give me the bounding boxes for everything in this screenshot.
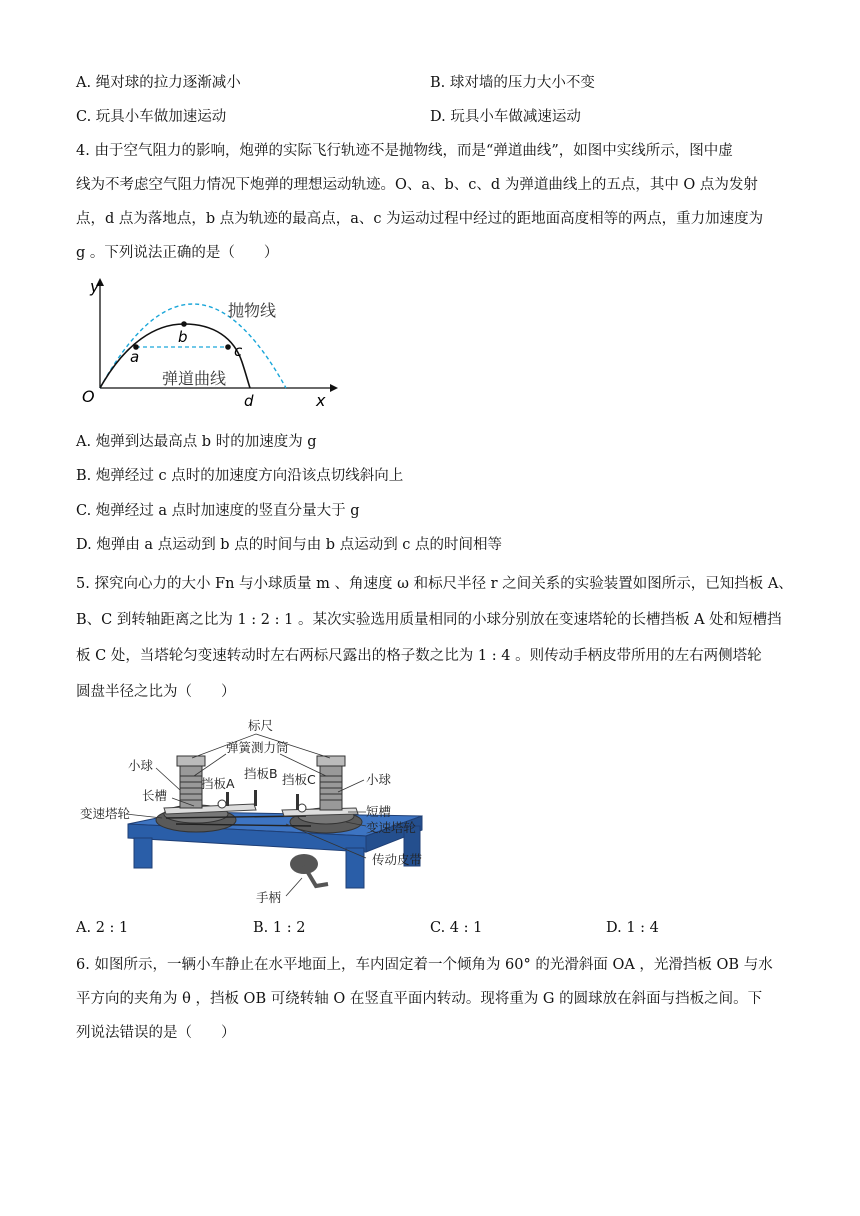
left-ball xyxy=(218,800,226,808)
point-c-dot xyxy=(225,344,231,350)
q5-option-a: A. 2 : 1 xyxy=(76,920,129,936)
q3-option-a: A. 绳对球的拉力逐渐减小 xyxy=(76,75,241,91)
q4-stem-line: g 。下列说法正确的是（ ） xyxy=(76,245,279,261)
label-long-slot: 长槽 xyxy=(142,788,168,803)
baffle-b-post xyxy=(254,790,257,806)
q4-option-d: D. 炮弹由 a 点运动到 b 点的时间与由 b 点运动到 c 点的时间相等 xyxy=(76,537,503,553)
q4-option-b: B. 炮弹经过 c 点时的加速度方向沿该点切线斜向上 xyxy=(76,468,404,484)
x-axis-arrow xyxy=(330,384,338,392)
right-ball xyxy=(298,804,306,812)
label-baffle-a: 挡板A xyxy=(201,776,235,791)
parabola-label: 抛物线 xyxy=(228,301,277,320)
label-spring: 弹簧测力筒 xyxy=(226,740,289,755)
point-b-dot xyxy=(181,321,187,327)
left-ruler-cap xyxy=(177,756,205,766)
q5-stem-line: 板 C 处，当塔轮匀变速转动时左右两标尺露出的格子数之比为 1 : 4 。则传动手柄皮带所用的左右两侧塔轮 xyxy=(76,648,762,664)
table-leg xyxy=(346,848,364,888)
point-d-label: d xyxy=(244,392,254,410)
ballistic-label: 弹道曲线 xyxy=(162,369,227,388)
label-baffle-c: 挡板C xyxy=(282,772,316,787)
origin-label: O xyxy=(82,387,95,406)
q4-option-c: C. 炮弹经过 a 点时加速度的竖直分量大于 g xyxy=(76,503,360,519)
baffle-a-post xyxy=(226,792,229,806)
point-c-label: c xyxy=(234,342,243,360)
label-short-slot: 短槽 xyxy=(366,804,392,819)
q4-stem-line: 点，d 点为落地点，b 点为轨迹的最高点，a、c 为运动过程中经过的距地面高度相等的两点，重力加速度为 xyxy=(76,211,764,227)
trajectory-figure xyxy=(76,272,346,412)
label-ruler: 标尺 xyxy=(248,718,274,733)
q4-stem-line: 4. 由于空气阻力的影响，炮弹的实际飞行轨迹不是抛物线，而是“弹道曲线”，如图中实线所示，图中虚 xyxy=(76,143,733,159)
point-b-label: b xyxy=(178,328,188,346)
baffle-c-post xyxy=(296,794,299,810)
label-handle: 手柄 xyxy=(256,890,282,905)
x-axis-label: x xyxy=(316,391,326,410)
q6-stem-line: 6. 如图所示，一辆小车静止在水平地面上，车内固定着一个倾角为 60° 的光滑斜面 OA ，光滑挡板 OB 与水 xyxy=(76,957,773,973)
label-wheel-right: 变速塔轮 xyxy=(366,820,417,835)
q4-stem-line: 线为不考虑空气阻力情况下炮弹的理想运动轨迹。O、a、b、c、d 为弹道曲线上的五点，其中 O 点为发射 xyxy=(76,177,758,193)
q5-option-d: D. 1 : 4 xyxy=(606,920,659,936)
q6-stem-line: 平方向的夹角为 θ ，挡板 OB 可绕转轴 O 在竖直平面内转动。现将重为 G 的圆球放在斜面与挡板之间。下 xyxy=(76,991,763,1007)
label-ball-left: 小球 xyxy=(128,758,154,773)
right-spring-cylinder xyxy=(320,762,342,810)
centripetal-apparatus-figure xyxy=(76,716,456,912)
left-spring-cylinder xyxy=(180,762,202,808)
table-leg xyxy=(134,838,152,868)
label-belt: 传动皮带 xyxy=(372,852,423,867)
q3-option-d: D. 玩具小车做减速运动 xyxy=(430,109,581,125)
q5-option-b: B. 1 : 2 xyxy=(253,920,306,936)
q4-stem xyxy=(76,134,786,270)
label-wheel-left: 变速塔轮 xyxy=(80,806,131,821)
q5-stem xyxy=(76,566,793,710)
q5-stem-line: 5. 探究向心力的大小 Fn 与小球质量 m 、角速度 ω 和标尺半径 r 之间关系的实验装置如图所示，已知挡板 A、 xyxy=(76,576,793,592)
q5-stem-line: B、C 到转轴距离之比为 1 : 2 : 1 。某次实验选用质量相同的小球分别放在变速塔轮的长槽挡板 A 处和短槽挡 xyxy=(76,612,782,628)
label-baffle-b: 挡板B xyxy=(244,766,278,781)
q4-option-a: A. 炮弹到达最高点 b 时的加速度为 g xyxy=(76,434,317,450)
q5-option-c: C. 4 : 1 xyxy=(430,920,483,936)
handle-wheel xyxy=(290,854,318,874)
point-a-label: a xyxy=(130,348,140,366)
q6-stem xyxy=(76,948,786,1050)
q6-stem-line: 列说法错误的是（ ） xyxy=(76,1025,236,1041)
label-ball-right: 小球 xyxy=(366,772,392,787)
q5-stem-line: 圆盘半径之比为（ ） xyxy=(76,684,236,700)
right-ruler-cap xyxy=(317,756,345,766)
q3-option-c: C. 玩具小车做加速运动 xyxy=(76,109,227,125)
y-axis-label: y xyxy=(90,277,100,296)
q3-option-b: B. 球对墙的压力大小不变 xyxy=(430,75,595,91)
